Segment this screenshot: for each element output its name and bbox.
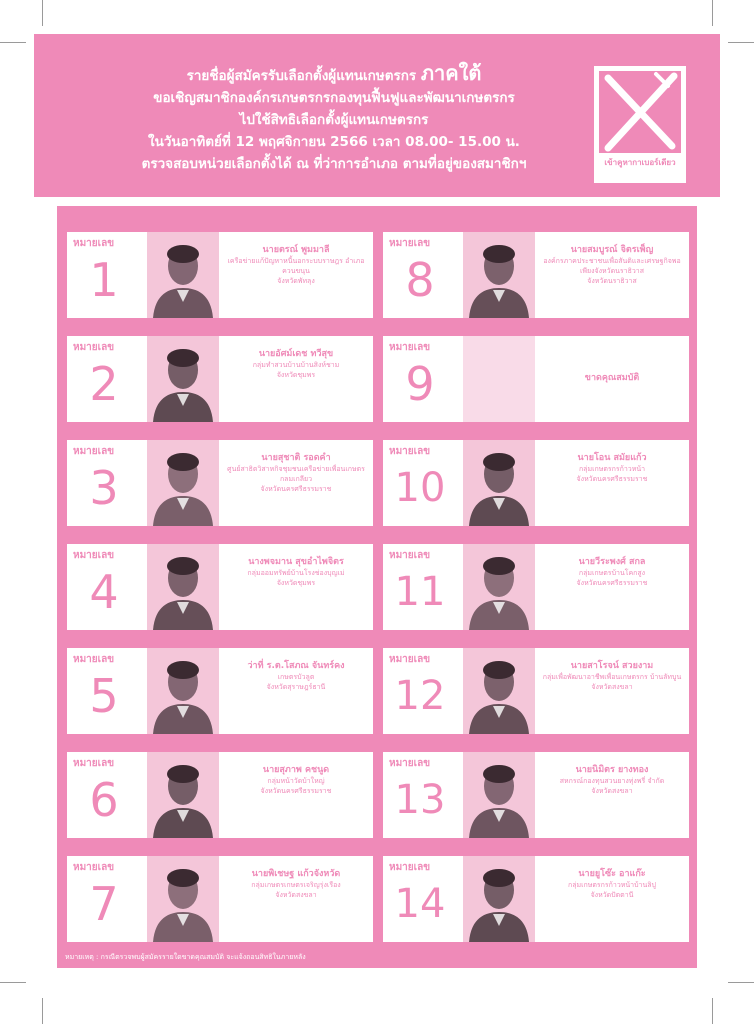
candidate-organization: กลุ่มเพื่อพัฒนาอาชีพเพื่อนเกษตรกร บ้านลัทบูน xyxy=(542,673,682,681)
candidate-province: จังหวัดสงขลา xyxy=(591,787,633,795)
crop-mark xyxy=(728,42,754,43)
candidate-photo xyxy=(463,544,535,630)
candidate-photo-empty xyxy=(463,336,535,422)
candidate-info xyxy=(223,348,369,380)
candidate-number-label: หมายเลข xyxy=(389,654,431,665)
candidate-number-label: หมายเลข xyxy=(389,238,431,249)
region-title: ภาคใต้ xyxy=(420,61,482,85)
candidate-info xyxy=(223,556,369,588)
candidate-number-label: หมายเลข xyxy=(389,862,431,873)
candidate-info xyxy=(539,452,685,484)
candidate-info xyxy=(223,868,369,900)
candidate-number: 13 xyxy=(394,777,446,823)
candidate-name: นายนิมิตร ยางทอง xyxy=(575,765,649,775)
candidate-photo xyxy=(147,544,219,630)
crop-mark xyxy=(0,982,26,983)
header-text xyxy=(74,62,594,175)
candidate-number: 1 xyxy=(89,253,119,307)
candidate-number: 2 xyxy=(89,357,119,411)
candidate-province: จังหวัดชุมพร xyxy=(276,579,316,587)
candidate-organization: เครือข่ายแก้ปัญหาหนี้นอกระบบราษฎร อำเภอควนขนุน xyxy=(227,257,365,275)
candidate-number-label: หมายเลข xyxy=(73,862,115,873)
person-silhouette-icon xyxy=(463,752,535,838)
candidate-name: นายวีระพงศ์ สกล xyxy=(578,557,646,567)
candidate-card-1 xyxy=(67,232,373,318)
candidate-number-label: หมายเลข xyxy=(73,654,115,665)
candidate-province: จังหวัดสงขลา xyxy=(275,891,317,899)
x-caption: เข้าคูหากาเบอร์เดียว xyxy=(604,158,676,167)
candidate-number-label: หมายเลข xyxy=(389,550,431,561)
candidate-organization: กลุ่มหน้าวัดบ้าใหญ่ xyxy=(267,777,325,785)
candidate-info xyxy=(539,868,685,900)
person-silhouette-icon xyxy=(147,856,219,942)
candidate-card-9 xyxy=(383,336,689,422)
candidate-number: 3 xyxy=(89,461,119,515)
person-silhouette-icon xyxy=(147,440,219,526)
crop-mark xyxy=(42,998,43,1024)
candidate-card-12 xyxy=(383,648,689,734)
candidate-number-label: หมายเลข xyxy=(73,342,115,353)
footnote: หมายเหตุ : กรณีตรวจพบผู้สมัครรายใดขาดคุณสมบัติ จะแจ้งถอนสิทธิในภายหลัง xyxy=(65,953,306,961)
candidate-info xyxy=(539,764,685,796)
candidate-name: นายพิเชษฐ แก้วจังหวัด xyxy=(251,869,341,879)
candidate-number: 9 xyxy=(405,357,435,411)
candidate-photo xyxy=(463,856,535,942)
candidate-name: นายยูโซ๊ะ อาแก๊ะ xyxy=(578,869,646,879)
header-line-5: ตรวจสอบหน่วยเลือกตั้งได้ ณ ที่ว่าการอำเภอ ตามที่อยู่ของสมาชิกฯ xyxy=(141,156,527,172)
crop-mark xyxy=(712,0,713,26)
header-banner xyxy=(34,34,720,197)
candidate-name: นายโอน สมัยแก้ว xyxy=(577,453,647,463)
candidate-number-label: หมายเลข xyxy=(73,758,115,769)
candidate-name: นางพจมาน สุขอำไพจิตร xyxy=(248,557,344,567)
candidate-number: 8 xyxy=(405,253,435,307)
header-line-3: ไปใช้สิทธิเลือกตั้งผู้แทนเกษตรกร xyxy=(239,112,429,128)
candidate-province: จังหวัดนครศรีธรรมราช xyxy=(260,787,332,795)
candidate-info xyxy=(223,244,369,286)
candidate-organization: สหกรณ์กองทุนสวนยางทุ่งพรี่ จำกัด xyxy=(559,777,665,785)
candidate-number: 10 xyxy=(394,465,446,511)
candidate-number: 14 xyxy=(394,881,446,927)
candidate-province: จังหวัดนราธิวาส xyxy=(587,277,637,285)
candidate-photo xyxy=(463,232,535,318)
candidate-photo xyxy=(147,232,219,318)
person-silhouette-icon xyxy=(463,856,535,942)
crop-mark xyxy=(728,982,754,983)
candidate-province: จังหวัดพัทลุง xyxy=(277,277,315,285)
candidate-card-3 xyxy=(67,440,373,526)
candidate-photo xyxy=(147,648,219,734)
candidate-photo xyxy=(463,752,535,838)
x-mark-icon xyxy=(594,66,686,158)
candidate-info xyxy=(539,244,685,286)
candidate-number: 4 xyxy=(89,565,119,619)
person-silhouette-icon xyxy=(463,232,535,318)
person-silhouette-icon xyxy=(147,232,219,318)
candidate-province: จังหวัดนครศรีธรรมราช xyxy=(576,475,648,483)
candidate-organization: กลุ่มเกษตรกรก้าวหน้า xyxy=(578,465,646,473)
candidate-number: 5 xyxy=(89,669,119,723)
candidate-card-13 xyxy=(383,752,689,838)
candidate-number-label: หมายเลข xyxy=(389,758,431,769)
candidate-organization: กลุ่มเกษตรกรก้าวหน้าบ้านลิปู xyxy=(567,881,656,889)
candidate-photo xyxy=(147,856,219,942)
person-silhouette-icon xyxy=(463,544,535,630)
candidate-province: จังหวัดนครศรีธรรมราช xyxy=(576,579,648,587)
candidate-info xyxy=(223,660,369,692)
candidate-organization: เกษตรบัวลูต xyxy=(277,673,315,681)
candidate-number-label: หมายเลข xyxy=(73,550,115,561)
candidate-province: จังหวัดปัตตานี xyxy=(590,891,634,899)
candidate-card-8 xyxy=(383,232,689,318)
candidate-organization: องค์กรภาคประชาชนเพื่อสันติและเศรษฐกิจพอเพียงจังหวัดนราธิวาส xyxy=(543,257,681,275)
candidate-info xyxy=(223,452,369,494)
person-silhouette-icon xyxy=(147,544,219,630)
crop-mark xyxy=(42,0,43,26)
header-line-2: ขอเชิญสมาชิกองค์กรเกษตรกรกองทุนฟื้นฟูและพัฒนาเกษตรกร xyxy=(153,90,515,106)
candidate-province: จังหวัดชุมพร xyxy=(276,371,316,379)
candidate-name: นายสมบูรณ์ จิตรเพ็ญ xyxy=(570,245,654,255)
vote-mark-box xyxy=(594,66,686,183)
candidate-organization: กลุ่มเกษตรบ้านโคกสูง xyxy=(578,569,646,577)
candidate-card-6 xyxy=(67,752,373,838)
candidate-organization: กลุ่มออมทรัพย์บ้านโรงช่องบุญเม่ xyxy=(247,569,345,577)
candidate-name: ว่าที่ ร.ต.โสภณ จันทร์คง xyxy=(247,661,345,671)
candidates-panel xyxy=(57,206,697,968)
candidate-card-4 xyxy=(67,544,373,630)
candidate-organization: กลุ่มเกษตรเกษตรเจริญรุ่งเรือง xyxy=(251,881,341,889)
person-silhouette-icon xyxy=(463,440,535,526)
candidate-name: นายสาโรจน์ สวยงาม xyxy=(570,661,654,671)
disqualified-text: ขาดคุณสมบัติ xyxy=(584,373,640,383)
candidate-number-label: หมายเลข xyxy=(73,446,115,457)
crop-mark xyxy=(712,998,713,1024)
candidate-organization: ศูนย์สาธิตวิสาหกิจชุมชนเครือข่ายเพื่อนเกษตรกลมเกลียว xyxy=(227,465,365,483)
candidate-name: นายอัศม์เดช ทวีสุข xyxy=(258,349,334,359)
candidate-photo xyxy=(463,440,535,526)
candidate-number-label: หมายเลข xyxy=(389,446,431,457)
person-silhouette-icon xyxy=(463,648,535,734)
candidate-info xyxy=(223,764,369,796)
header-line-1: รายชื่อผู้สมัครรับเลือกตั้งผู้แทนเกษตรกร ภาคใต้ xyxy=(186,61,482,85)
candidate-number: 6 xyxy=(89,773,119,827)
candidate-name: นายตรณ์ พูมมาลี xyxy=(262,245,330,255)
candidate-province: จังหวัดสุราษฎร์ธานี xyxy=(266,683,326,691)
candidate-name: นายสุชาติ รอดคำ xyxy=(261,453,331,463)
candidate-province: จังหวัดนครศรีธรรมราช xyxy=(260,485,332,493)
person-silhouette-icon xyxy=(147,752,219,838)
candidate-info xyxy=(539,660,685,692)
candidate-photo xyxy=(147,752,219,838)
candidate-number-label: หมายเลข xyxy=(389,342,431,353)
candidate-number: 11 xyxy=(394,569,446,615)
person-silhouette-icon xyxy=(147,648,219,734)
candidate-number-label: หมายเลข xyxy=(73,238,115,249)
candidate-card-10 xyxy=(383,440,689,526)
candidate-organization: กลุ่มทำสวนบ้านบ้านสิงห์ชาม xyxy=(252,361,340,369)
candidate-number: 7 xyxy=(89,877,119,931)
candidate-name: นายสุภาพ คชนูด xyxy=(262,765,330,775)
candidate-card-14 xyxy=(383,856,689,942)
candidate-card-7 xyxy=(67,856,373,942)
candidate-photo xyxy=(147,440,219,526)
candidate-info xyxy=(539,556,685,588)
candidate-photo xyxy=(463,648,535,734)
candidate-card-11 xyxy=(383,544,689,630)
candidate-card-2 xyxy=(67,336,373,422)
candidate-card-5 xyxy=(67,648,373,734)
person-silhouette-icon xyxy=(147,336,219,422)
candidate-number: 12 xyxy=(394,673,446,719)
candidate-photo xyxy=(147,336,219,422)
candidate-province: จังหวัดสงขลา xyxy=(591,683,633,691)
header-line-4: ในวันอาทิตย์ที่ 12 พฤศจิกายน 2566 เวลา 08.00- 15.00 น. xyxy=(148,134,520,150)
crop-mark xyxy=(0,42,26,43)
